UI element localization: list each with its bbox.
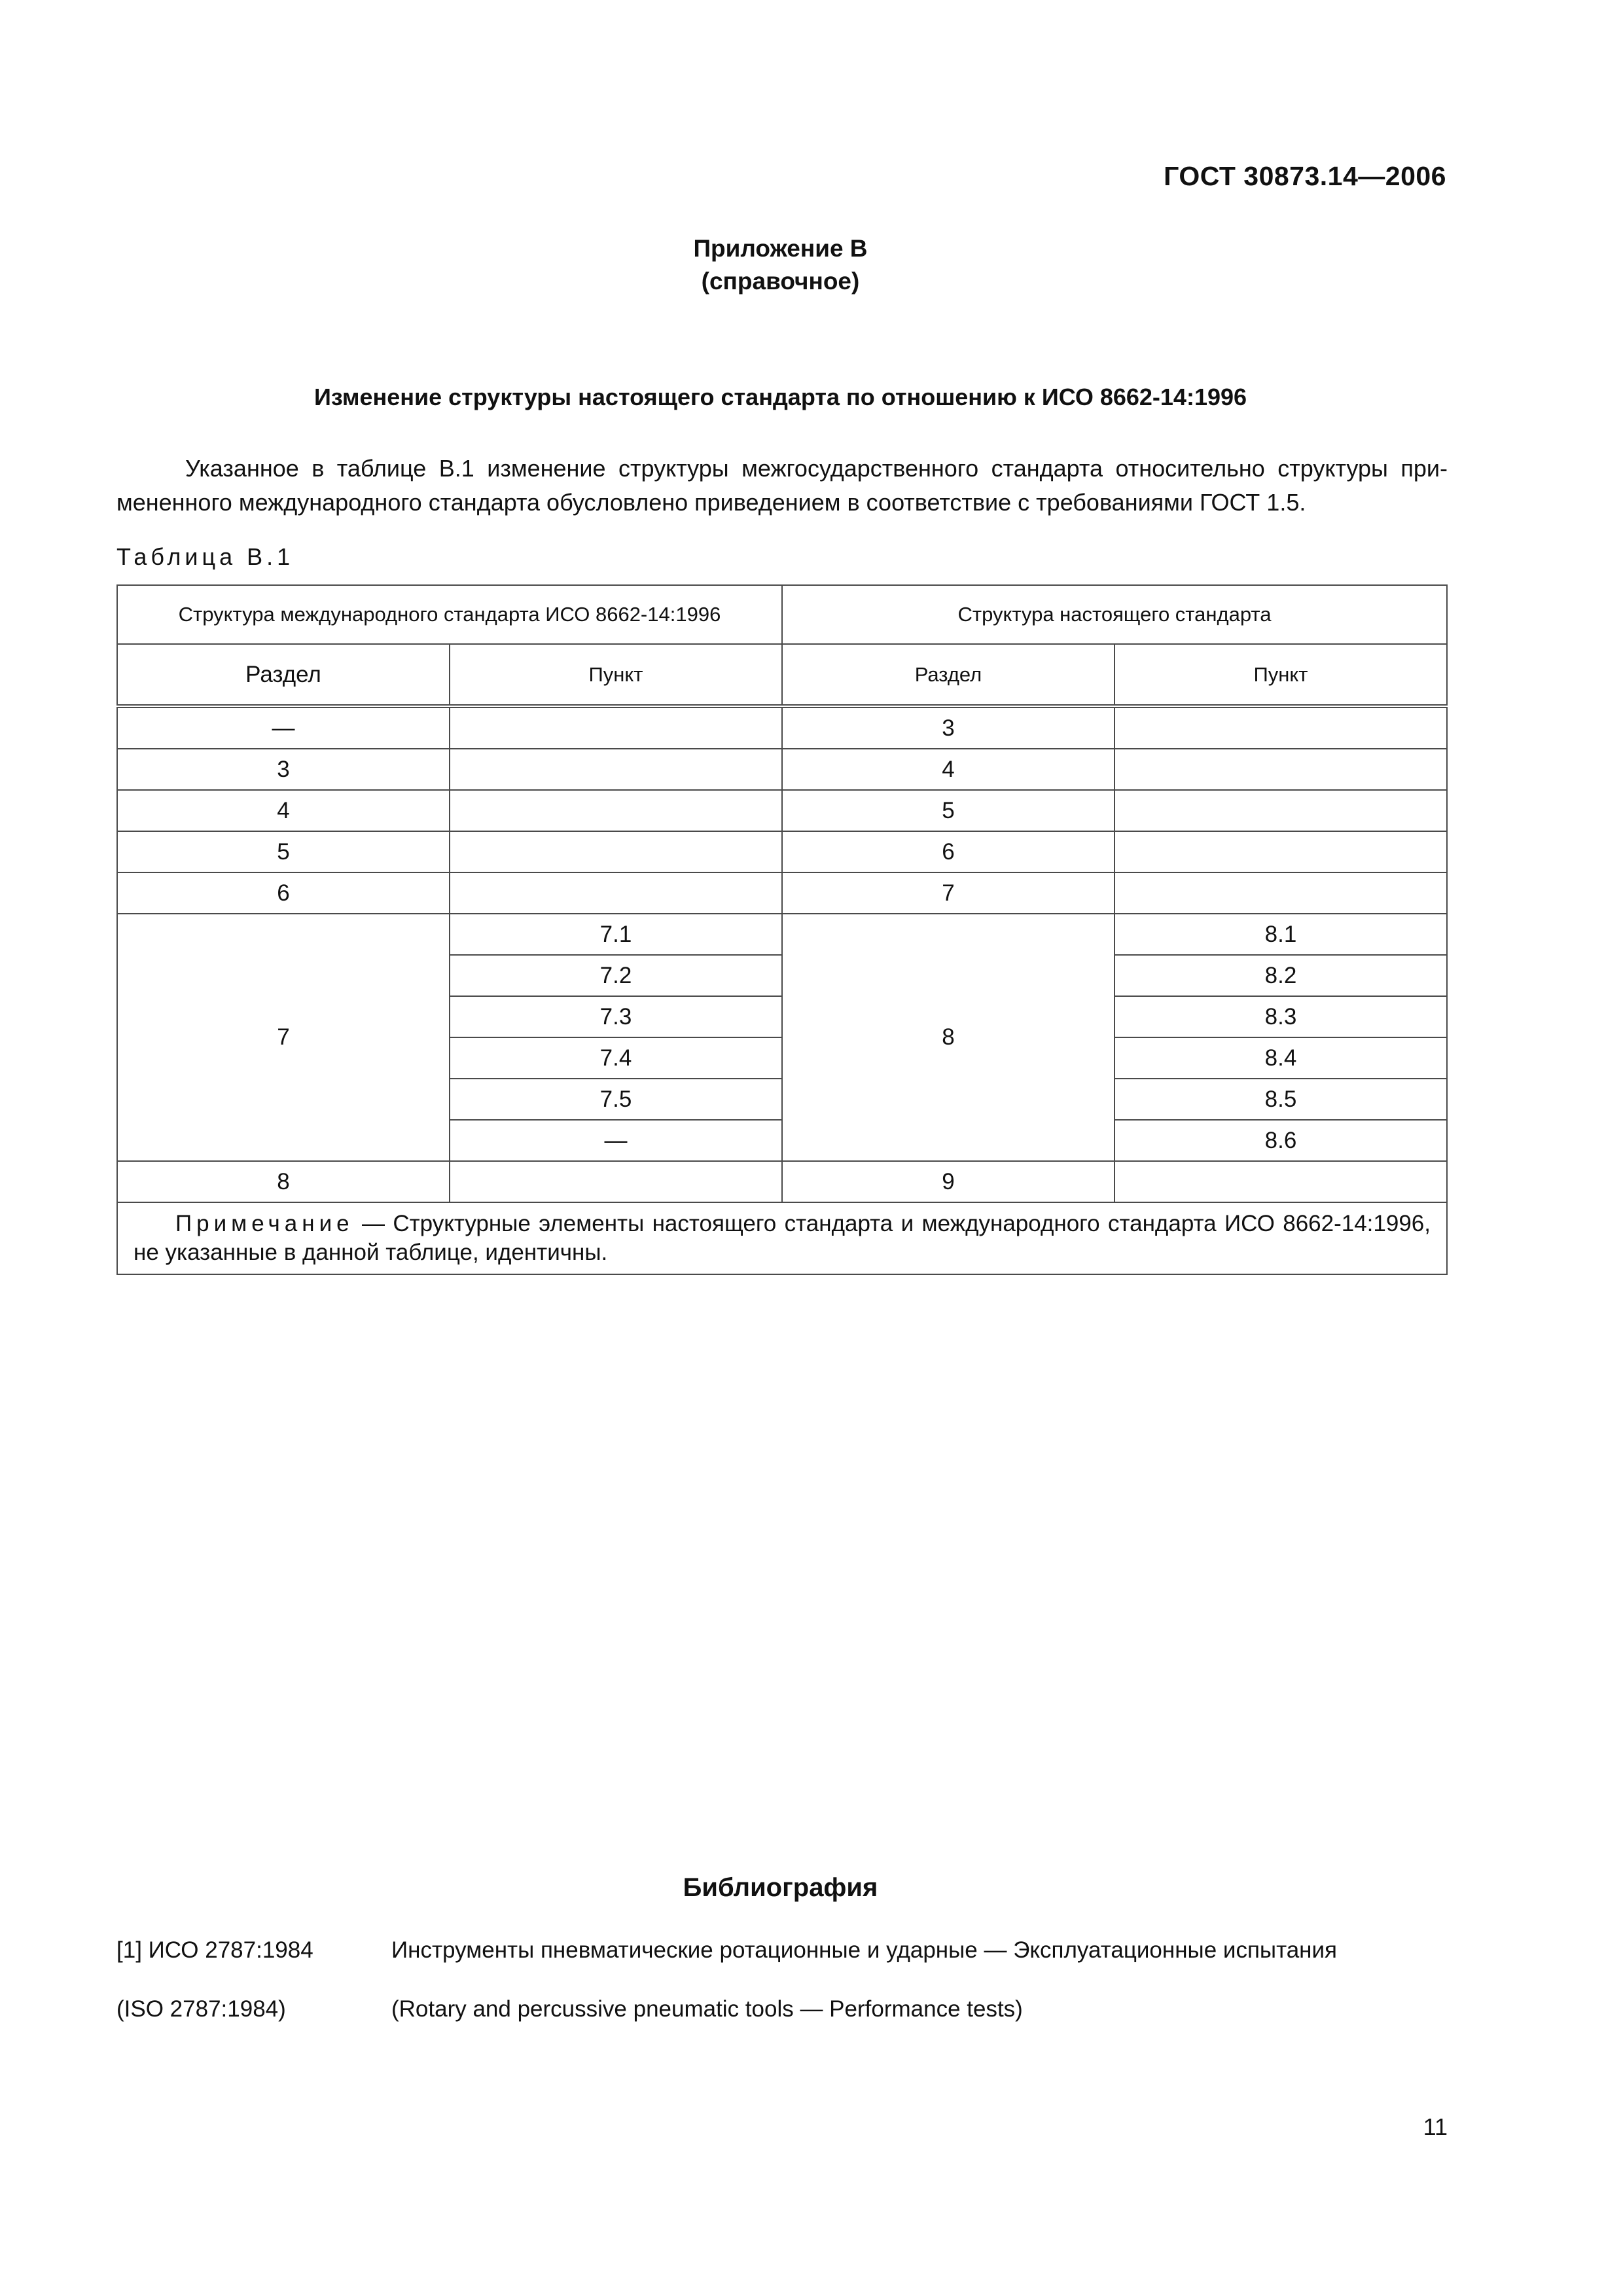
- bibliography-ref: [1] ИСО 2787:1984: [116, 1937, 313, 1963]
- table-cell: [450, 706, 782, 749]
- table-cell: 6: [782, 831, 1115, 872]
- table-cell: [450, 790, 782, 831]
- table-cell: 7.5: [450, 1079, 782, 1120]
- table-sub-header-row: [117, 644, 1447, 706]
- table-cell: —: [450, 1120, 782, 1161]
- table-cell: —: [117, 706, 450, 749]
- table-cell: 7: [782, 872, 1115, 914]
- bibliography-text: Инструменты пневматические ротационные и ударные — Эксплуатационные испытания: [391, 1937, 1337, 1963]
- document-code: ГОСТ 30873.14—2006: [1164, 161, 1446, 191]
- table-cell: [1115, 706, 1447, 749]
- table-cell: 8: [117, 1161, 450, 1202]
- table-cell: 7.3: [450, 996, 782, 1037]
- table-row: [117, 872, 1447, 914]
- table-cell: 9: [782, 1161, 1115, 1202]
- table-cell: [1115, 1161, 1447, 1202]
- table-note: [117, 1202, 1447, 1274]
- group-header-iso: Структура международного стандарта ИСО 8662-14:1996: [117, 585, 782, 644]
- sub-header-iso-clause: Пункт: [450, 644, 782, 706]
- table-row: [117, 749, 1447, 790]
- table-group-header-row: [117, 585, 1447, 644]
- bibliography-text: (Rotary and percussive pneumatic tools — Performance tests): [391, 1996, 1023, 2022]
- note-label: Примечание: [175, 1211, 354, 1236]
- table-cell: [1115, 872, 1447, 914]
- table-cell: 8.5: [1115, 1079, 1447, 1120]
- table-cell: 8.6: [1115, 1120, 1447, 1161]
- intro-paragraph: [116, 452, 1448, 520]
- appendix-kind: (справочное): [701, 268, 860, 295]
- section-title: Изменение структуры настоящего стандарта по отношению к ИСО 8662-14:1996: [313, 384, 1247, 410]
- table-cell: 8.3: [1115, 996, 1447, 1037]
- table-row: [117, 831, 1447, 872]
- table-cell: 8.4: [1115, 1037, 1447, 1079]
- table-cell: 4: [117, 790, 450, 831]
- table-row: [117, 790, 1447, 831]
- table-cell: 4: [782, 749, 1115, 790]
- table-cell: 5: [117, 831, 450, 872]
- table-cell: [1115, 749, 1447, 790]
- bibliography-title: Библиография: [683, 1873, 878, 1902]
- table-cell: 3: [782, 706, 1115, 749]
- table-cell: 7.4: [450, 1037, 782, 1079]
- group-header-this: Структура настоящего стандарта: [782, 585, 1447, 644]
- table-row: [117, 706, 1447, 749]
- merged-this-section: 8: [782, 914, 1115, 1161]
- table-cell: [1115, 790, 1447, 831]
- structure-table: [116, 584, 1448, 1275]
- sub-header-iso-section: Раздел: [117, 644, 450, 706]
- table-cell: [1115, 831, 1447, 872]
- appendix-heading: [0, 232, 1561, 298]
- table-cell: 6: [117, 872, 450, 914]
- table-cell: [450, 872, 782, 914]
- intro-text: Указанное в таблице В.1 изменение структуры межгосударственного стандарта относительно структуры примененного международного стандарта обусловлено приведением в соответствие с требованиями ГОСТ 1.5.: [116, 455, 1448, 516]
- merged-iso-section: 7: [117, 914, 450, 1161]
- table-cell: [450, 1161, 782, 1202]
- table-cell: [450, 831, 782, 872]
- table-caption: Таблица В.1: [116, 543, 294, 570]
- table-row: [117, 914, 1447, 955]
- table-cell: 7.2: [450, 955, 782, 996]
- table-cell: 8.2: [1115, 955, 1447, 996]
- note-text: — Структурные элементы настоящего стандарта и международного стандарта ИСО 8662-14:1996, не указанные в данной таблице, идентичны.: [134, 1211, 1431, 1265]
- table-cell: 8.1: [1115, 914, 1447, 955]
- bibliography-ref: (ISO 2787:1984): [116, 1996, 286, 2022]
- table-cell: 3: [117, 749, 450, 790]
- table-cell: 5: [782, 790, 1115, 831]
- appendix-title: Приложение В: [693, 235, 868, 262]
- sub-header-this-section: Раздел: [782, 644, 1115, 706]
- sub-header-this-clause: Пункт: [1115, 644, 1447, 706]
- table-note-row: [117, 1202, 1447, 1274]
- table-row: [117, 1161, 1447, 1202]
- table-cell: [450, 749, 782, 790]
- table-cell: 7.1: [450, 914, 782, 955]
- page-number: 11: [1423, 2113, 1448, 2140]
